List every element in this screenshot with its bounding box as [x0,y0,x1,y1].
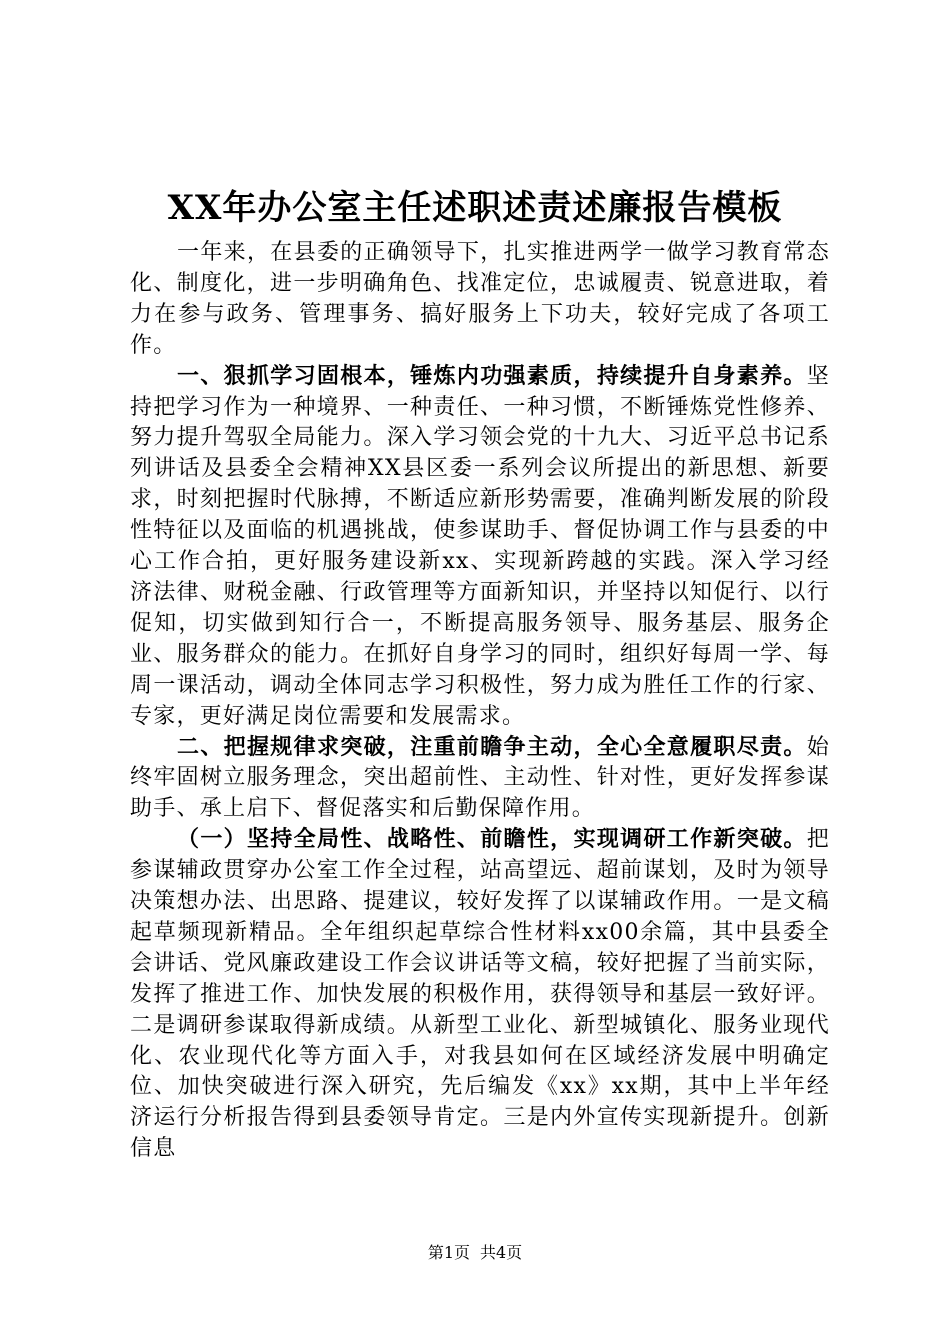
section-heading: 一、狠抓学习固根本，锤炼内功强素质，持续提升自身素养。 [177,363,807,389]
paragraph-text: 坚持把学习作为一种境界、一种责任、一种习惯，不断锤炼党性修养、努力提升驾驭全局能力。深入学习领会党的十九大、习近平总书记系列讲话及县委全会精神XX县区委一系列会议所提出的新思想、新要求，时刻把握时代脉搏，不断适应新形势需要，准确判断发展的阶段性特征以及面临的机遇挑战，使参谋助手、督促协调工作与县委的中心工作合拍，更好服务建设新xx、实现新跨越的实践。深入学习经济法律、财税金融、行政管理等方面新知识，并坚持以知促行、以行促知，切实做到知行合一，不断提高服务领导、服务基层、服务企业、服务群众的能力。在抓好自身学习的同时，组织好每周一学、每周一课活动，调动全体同志学习积极性，努力成为胜任工作的行家、专家，更好满足岗位需要和发展需求。 [130,363,830,729]
page-footer [0,1243,950,1263]
document-body [130,238,830,1165]
page-total: 共4页 [480,1243,523,1262]
paragraph-subsection-1 [130,825,830,1165]
paragraph-intro [130,238,830,362]
paragraph-text: 把参谋辅政贯穿办公室工作全过程，站高望远、超前谋划，及时为领导决策想办法、出思路、提建议，较好发挥了以谋辅政作用。一是文稿起草频现新精品。全年组织起草综合性材料xx00余篇，其中县委全会讲话、党风廉政建设工作会议讲话等文稿，较好把握了当前实际，发挥了推进工作、加快发展的积极作用，获得领导和基层一致好评。二是调研参谋取得新成绩。从新型工业化、新型城镇化、服务业现代化、农业现代化等方面入手，对我县如何在区域经济发展中明确定位、加快突破进行深入研究，先后编发《xx》xx期，其中上半年经济运行分析报告得到县委领导肯定。三是内外宣传实现新提升。创新信息 [130,827,830,1162]
section-heading: 二、把握规律求突破，注重前瞻争主动，全心全意履职尽责。 [177,734,807,760]
subsection-heading: （一）坚持全局性、战略性、前瞻性，实现调研工作新突破。 [177,827,807,853]
paragraph-text: 始终牢固树立服务理念，突出超前性、主动性、针对性，更好发挥参谋助手、承上启下、督促落实和后勤保障作用。 [130,734,830,822]
paragraph-section-1 [130,362,830,733]
paragraph-text: 一年来，在县委的正确领导下，扎实推进两学一做学习教育常态化、制度化，进一步明确角色、找准定位，忠诚履责、锐意进取，着力在参与政务、管理事务、搞好服务上下功夫，较好完成了各项工作。 [130,240,830,358]
paragraph-section-2 [130,733,830,826]
document-title: XX年办公室主任述职述责述廉报告模板 [167,188,783,228]
page-number: 第1页 [427,1243,470,1262]
